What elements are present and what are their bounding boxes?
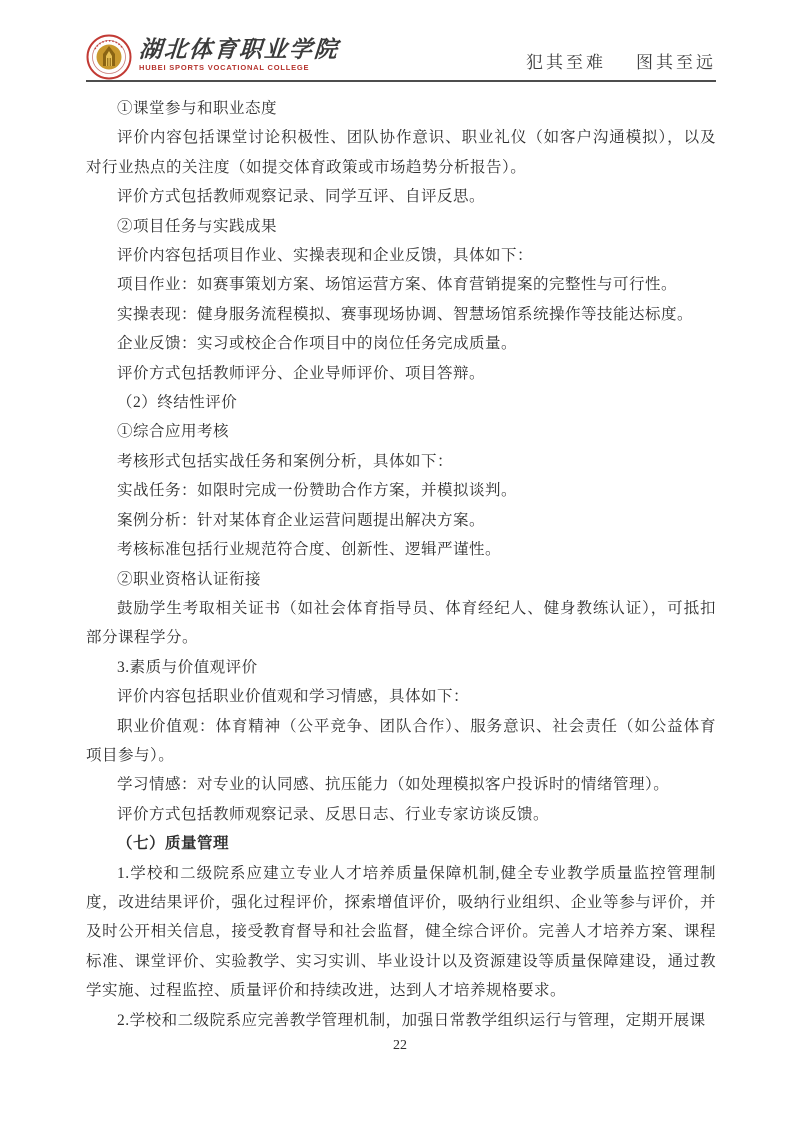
page-number: 22 <box>393 1038 407 1053</box>
body-paragraph: 案例分析：针对某体育企业运营问题提出解决方案。 <box>117 511 486 529</box>
body-paragraph: 3.素质与价值观评价 <box>117 658 258 676</box>
body-paragraph: 评价内容包括项目作业、实操表现和企业反馈，具体如下： <box>117 247 534 265</box>
body-paragraph: 评价内容包括职业价值观和学习情感，具体如下： <box>117 688 470 706</box>
body-paragraph: ①综合应用考核 <box>117 423 230 441</box>
motto-right: 图其至远 <box>636 53 716 72</box>
body-paragraph: ②职业资格认证衔接 <box>117 570 262 588</box>
body-paragraph: （七）质量管理 <box>117 835 230 853</box>
body-paragraph: 评价内容包括课堂讨论积极性、团队协作意识、职业礼仪（如客户沟通模拟），以及对行业热点的关注度（如提交体育政策或市场趋势分析报告）。 <box>86 129 716 176</box>
document-page <box>86 30 716 1131</box>
motto-left: 犯其至难 <box>526 53 606 72</box>
body-paragraph: 实战任务：如限时完成一份赞助合作方案，并模拟谈判。 <box>117 482 518 500</box>
body-paragraph: 1.学校和二级院系应建立专业人才培养质量保障机制,健全专业教学质量监控管理制度，改进结果评价，强化过程评价，探索增值评价，吸纳行业组织、企业等参与评价，并及时公开相关信息，接受教育督导和社会监督，健全综合评价。完善人才培养方案、课程标准、课堂评价、实验教学、实习实训、毕业设计以及资源建设等质量保障建设，通过教学实施、过程监控、质量评价和持续改进，达到人才培养规格要求。 <box>86 864 716 1000</box>
body-paragraph: 考核形式包括实战任务和案例分析，具体如下： <box>117 452 454 470</box>
college-name-en: HUBEI SPORTS VOCATIONAL COLLEGE <box>139 63 310 73</box>
body-paragraph: 2.学校和二级院系应完善教学管理机制，加强日常教学组织运行与管理，定期开展课 <box>117 1011 706 1029</box>
body-paragraph: ①课堂参与和职业态度 <box>117 100 278 117</box>
body-paragraph: 职业价值观：体育精神（公平竞争、团队合作）、服务意识、社会责任（如公益体育项目参与）。 <box>86 717 716 764</box>
body-paragraph: 学习情感：对专业的认同感、抗压能力（如处理模拟客户投诉时的情绪管理）。 <box>117 776 670 794</box>
college-name-block <box>139 38 339 72</box>
body-paragraph: 评价方式包括教师观察记录、同学互评、自评反思。 <box>117 188 486 206</box>
college-logo <box>86 32 339 78</box>
body-paragraph: 鼓励学生考取相关证书（如社会体育指导员、体育经纪人、健身教练认证），可抵扣部分课程学分。 <box>86 599 716 647</box>
body-paragraph: ②项目任务与实践成果 <box>117 217 278 235</box>
college-seal-icon <box>86 34 132 80</box>
body-paragraph: 项目作业：如赛事策划方案、场馆运营方案、体育营销提案的完整性与可行性。 <box>117 276 678 294</box>
body-paragraph: 实操表现：健身服务流程模拟、赛事现场协调、智慧场馆系统操作等技能达标度。 <box>117 305 694 323</box>
page-footer <box>0 1038 800 1054</box>
body-paragraph: 考核标准包括行业规范符合度、创新性、逻辑严谨性。 <box>117 541 502 559</box>
body-paragraph: （2）终结性评价 <box>117 394 238 412</box>
body-paragraph: 企业反馈：实习或校企合作项目中的岗位任务完成质量。 <box>117 335 518 353</box>
body-paragraph: 评价方式包括教师评分、企业导师评价、项目答辩。 <box>117 364 486 382</box>
document-body <box>86 94 716 1035</box>
college-name-zh: 湖北体育职业学院 <box>138 37 340 63</box>
college-motto <box>526 48 716 78</box>
letterhead <box>86 30 716 82</box>
body-paragraph: 评价方式包括教师观察记录、反思日志、行业专家访谈反馈。 <box>117 805 550 823</box>
